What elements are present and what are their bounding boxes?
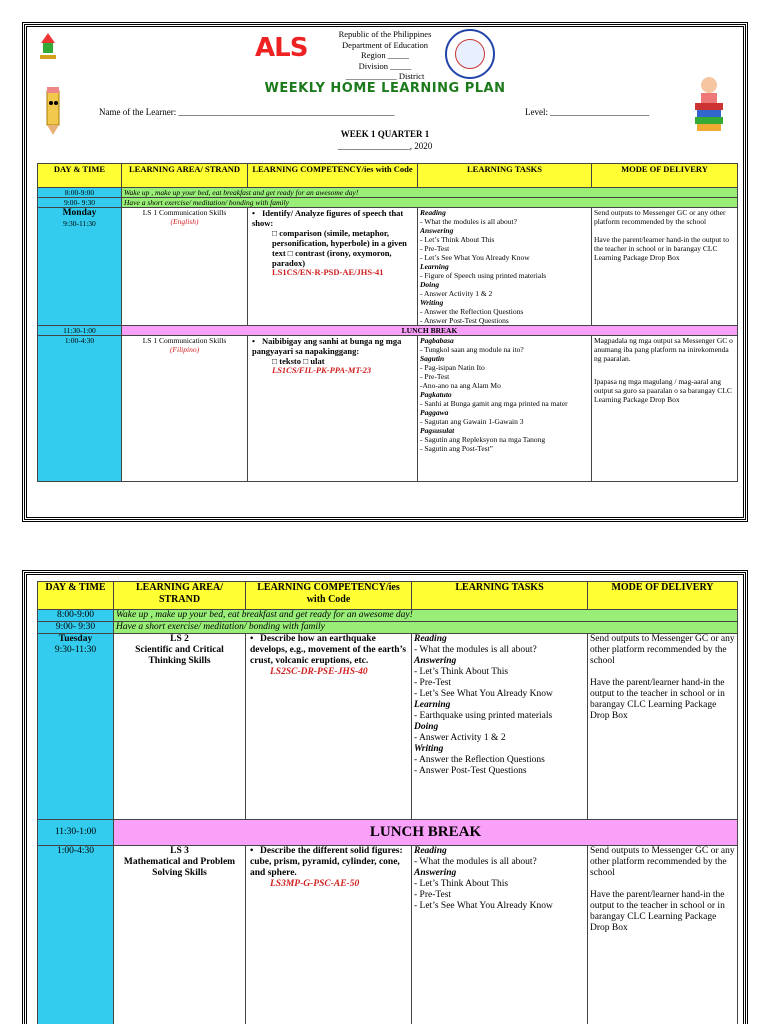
delivery-handin: Have the parent/learner hand-in the output to the teacher in school or in barangay CLC Learning Package Drop Box (590, 890, 725, 933)
week-quarter: WEEK 1 QUARTER 1 (340, 129, 430, 139)
learning-area: LS 1 Communication Skills (142, 336, 227, 345)
task-item: - Sagutin ang Post-Test” (420, 444, 494, 453)
col-tasks: LEARNING TASKS (412, 582, 588, 610)
task-item: - Pre-Test (414, 890, 452, 900)
time-slot: 1:00-4:30 (38, 336, 122, 482)
col-learning-area: LEARNING AREA/ STRAND (114, 582, 246, 610)
learning-area-sub: (English) (170, 217, 199, 226)
task-list (414, 634, 585, 777)
page-title: WEEKLY HOME LEARNING PLAN (264, 81, 506, 96)
task-list (414, 846, 585, 912)
col-learning-area: LEARNING AREA/ STRAND (122, 164, 248, 188)
task-item: Doing (420, 280, 440, 289)
task-list (420, 208, 589, 325)
lunch-break: LUNCH BREAK (114, 820, 738, 846)
task-item: - Let’s See What You Already Know (420, 253, 530, 262)
task-item: - Earthquake using printed materials (414, 711, 553, 721)
lunch-time: 11:30-1:00 (38, 820, 114, 846)
task-item: Doing (414, 722, 439, 732)
task-item: - Sagutin ang Repleksyon na mga Tanong (420, 435, 546, 444)
task-item: Answering (420, 226, 454, 235)
delivery-online: Send outputs to Messenger GC or any other platform recommended by the school (590, 634, 735, 666)
lunch-break: LUNCH BREAK (122, 326, 738, 336)
header (25, 25, 745, 163)
delivery-online: Send outputs to Messenger GC or any other platform recommended by the school (590, 846, 735, 878)
learning-area: LS 1 Communication Skills (142, 208, 227, 217)
col-day-time: DAY & TIME (38, 164, 122, 188)
task-item: - Pre-Test (414, 678, 452, 688)
plan-table-2 (37, 581, 738, 1024)
task-item: Writing (414, 744, 444, 754)
level-field: Level: ______________________ (525, 107, 650, 117)
page-2 (22, 570, 748, 1024)
col-competency: LEARNING COMPETENCY/ies with Code (248, 164, 418, 188)
learning-area-sub: (Filipino) (169, 345, 200, 354)
competency-code: LS2SC-DR-PSE-JHS-40 (270, 667, 368, 677)
competency-detail: □ teksto □ ulat (272, 356, 325, 366)
task-item: - Answer the Reflection Questions (414, 755, 545, 765)
als-logo: ALS (255, 33, 308, 63)
day-label: Monday (62, 208, 97, 218)
task-item: - Answer Activity 1 & 2 (420, 289, 493, 298)
routine-time-1: 8:00-9:00 (38, 610, 114, 622)
lunch-time: 11:30-1:00 (38, 326, 122, 336)
routine-1: Wake up , make up your bed, eat breakfast and get ready for an awesome day! (114, 610, 738, 622)
delivery-online: Send outputs to Messenger GC or any other platform recommended by the school (594, 208, 726, 226)
competency: • Identify/ Analyze figures of speech that show: (252, 208, 415, 228)
routine-2: Have a short exercise/ meditation/ bonding with family (122, 198, 738, 208)
task-item: - What the modules is all about? (414, 857, 537, 867)
task-item: Sagutin (420, 354, 445, 363)
routine-time-2: 9:00- 9:30 (38, 198, 122, 208)
task-item: Reading (414, 634, 447, 644)
col-delivery: MODE OF DELIVERY (588, 582, 738, 610)
routine-time-1: 8:00-9:00 (38, 188, 122, 198)
delivery-handin: Have the parent/learner hand-in the output to the teacher in school or in barangay CLC Learning Package Drop Box (594, 235, 729, 262)
col-tasks: LEARNING TASKS (418, 164, 592, 188)
task-item: - Let’s Think About This (414, 667, 509, 677)
task-item: - Sanhi at Bunga gamit ang mga printed na mater (420, 399, 568, 408)
task-item: - Let’s See What You Already Know (414, 901, 553, 911)
col-competency: LEARNING COMPETENCY/ies with Code (246, 582, 412, 610)
competency: • Describe how an earthquake develops, e.g., movement of the earth’s crust, volcanic eruptions, etc. (250, 634, 409, 667)
task-item: - Answer Post-Test Questions (420, 316, 509, 325)
competency: • Naibibigay ang sanhi at bunga ng mga pangyayari sa napakinggang: (252, 336, 415, 356)
task-item: - What the modules is all about? (414, 645, 537, 655)
delivery-handin: Ipapasa ng mga magulang / mag-aaral ang output sa guro sa paaralan o sa barangay CLC Learning Package Drop Box (594, 377, 732, 404)
task-item: - Let’s Think About This (420, 235, 495, 244)
task-item: - Let’s See What You Already Know (414, 689, 553, 699)
task-item: -Ano-ano na ang Alam Mo (420, 381, 501, 390)
task-item: Learning (414, 700, 451, 710)
plan-table-1 (37, 163, 738, 482)
task-item: - Let’s Think About This (414, 879, 509, 889)
competency-detail: □ comparison (simile, metaphor, personification, hyperbole) in a given text □ contrast (irony, oxymoron, paradox) (272, 228, 407, 268)
col-day-time: DAY & TIME (38, 582, 114, 610)
competency-code: LS1CS/FIL-PK-PPA-MT-23 (272, 365, 372, 375)
competency-code: LS3MP-G-PSC-AE-50 (270, 879, 360, 889)
delivery-handin: Have the parent/learner hand-in the output to the teacher in school or in barangay CLC Learning Package Drop Box (590, 678, 725, 721)
task-item: - Sagutan ang Gawain 1-Gawain 3 (420, 417, 524, 426)
day-label: Tuesday (58, 634, 93, 644)
task-item: Paggawa (420, 408, 449, 417)
task-list (420, 336, 589, 453)
date-field: ________________, 2020 (337, 141, 433, 151)
task-item: Pagbabasa (420, 336, 454, 345)
task-item: Answering (414, 868, 457, 878)
routine-2: Have a short exercise/ meditation/ bonding with family (114, 622, 738, 634)
task-item: - Pag-isipan Natin Ito (420, 363, 485, 372)
task-item: - Pre-Test (420, 372, 450, 381)
task-item: Reading (414, 846, 447, 856)
task-item: Answering (414, 656, 457, 666)
time-slot: 9:30-11:30 (54, 645, 97, 655)
time-slot: 1:00-4:30 (38, 846, 114, 1024)
learning-area-sub: Mathematical and Problem Solving Skills (123, 857, 236, 878)
competency: • Describe the different solid figures: cube, prism, pyramid, cylinder, cone, and sphere. (250, 846, 409, 879)
task-item: Pagkatuto (420, 390, 452, 399)
learning-area-sub: Scientific and Critical Thinking Skills (135, 645, 224, 666)
page-1 (22, 22, 748, 522)
task-item: - Pre-Test (420, 244, 450, 253)
learner-name-field: Name of the Learner: ________________________________________________ (99, 107, 395, 117)
task-item: - Answer Post-Test Questions (414, 766, 527, 776)
learning-area: LS 2 (170, 634, 189, 644)
delivery-online: Magpadala ng mga output sa Messenger GC o anumang iba pang platform na inirekomenda ng paaralan. (594, 336, 733, 363)
deped-seal (445, 29, 495, 79)
task-item: - Answer Activity 1 & 2 (414, 733, 506, 743)
task-item: - Answer the Reflection Questions (420, 307, 524, 316)
left-logo-icon (35, 31, 61, 63)
col-delivery: MODE OF DELIVERY (592, 164, 738, 188)
time-slot: 9:30-11:30 (63, 219, 96, 228)
gov-block: Republic of the Philippines Department of Education Region _____ Division _____ ____________ District (338, 29, 432, 81)
task-item: - Figure of Speech using printed materials (420, 271, 547, 280)
task-item: Reading (420, 208, 446, 217)
task-item: Pagsusulat (420, 426, 455, 435)
task-item: - What the modules is all about? (420, 217, 517, 226)
learning-area: LS 3 (170, 846, 189, 856)
task-item: Writing (420, 298, 444, 307)
task-item: Learning (420, 262, 449, 271)
task-item: - Tungkol saan ang module na ito? (420, 345, 524, 354)
routine-time-2: 9:00- 9:30 (38, 622, 114, 634)
competency-code: LS1CS/EN-R-PSD-AE/JHS-41 (272, 267, 384, 277)
routine-1: Wake up , make up your bed, eat breakfast and get ready for an awesome day! (122, 188, 738, 198)
